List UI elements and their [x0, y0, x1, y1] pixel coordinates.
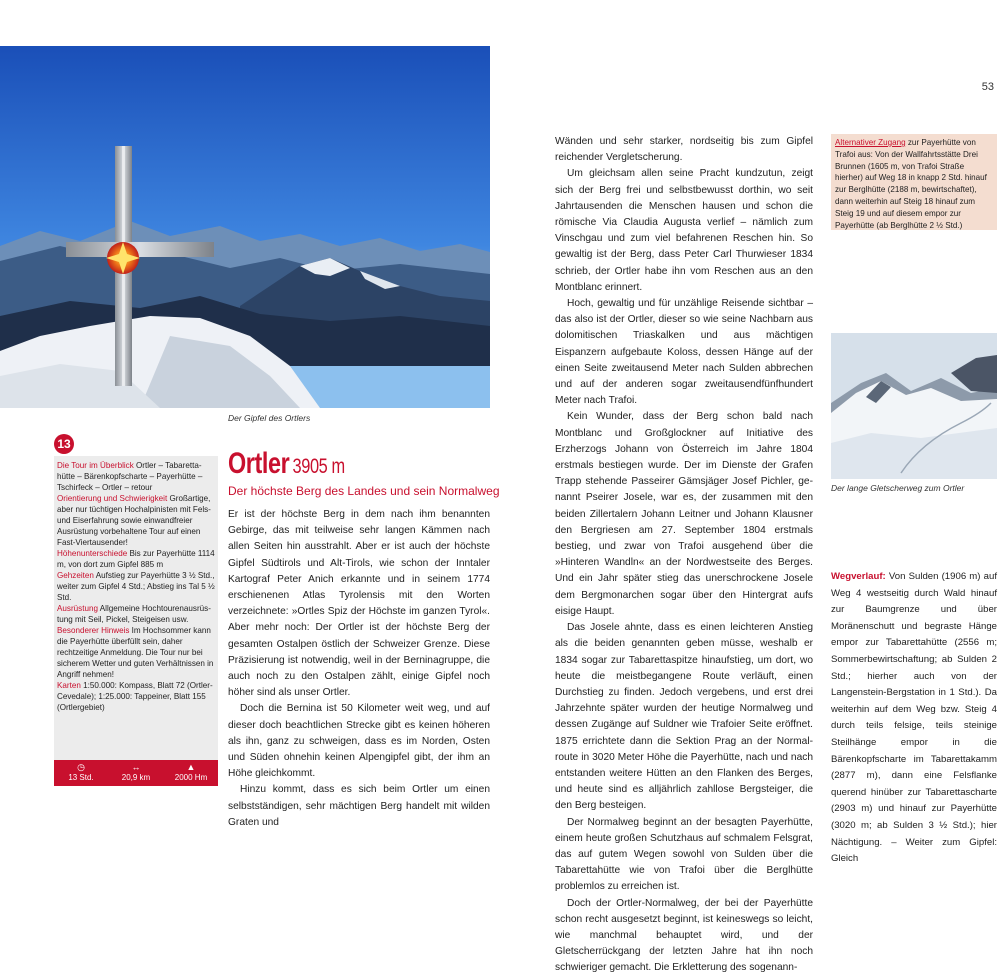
paragraph: Kein Wunder, dass der Berg schon bald nach Montblanc und Großglockner auf Initiative des Erzherzogs Johann von Österreich im Jahre 1804 erstmals bestiegen wurde. Der im Dienste der Grafen Trapp stehende Passeirer Gämsjäger Josef Pichler, genannt Pseirer Josele, war es, der zusammen mit den beiden Zillertalern Johann Leitner und Johann Klausner den Bergriesen am 27. September 1804 erstmals bestieg, und zwar von Trafoi ausgehend über die »Hinteren Wandln« an der Nordwestseite des Berges. Und ein Jahr später stieg das unerschrockene Josele dem Bergmonarchen sogar über den Hintergrat aufs eisige Haupt. — [555, 411, 813, 617]
stat-distance: ↔ 20,9 km — [109, 761, 163, 782]
article-title: Ortler 3905 m — [228, 447, 345, 480]
paragraph: Er ist der höchste Berg in dem nach ihm benannten Gebirge, das mit teilweise sehr langen Kämmen nach allen Seiten hin ausstrahlt. Aber er ist auch der höchste Gipfel Südtirols und Alt-Tirols, wie schon der Inntaler Kartograf Peter Anich erkannte und in seinem 1774 erschienenen Atlas Tyrolensis mit den Worten verzeichnete: »Ortles Spiz der Höchste im ganzen Tyrol«. Aber mehr noch: Der Ortler ist der höchste Berg der gesamten Ostalpen östlich der Schweizer Grenze. Diese Präzisierung ist notwendig, weil in der Berninagruppe, die auch noch zu den Ostalpen zählt, einige Gipfel noch höher sind als unser Ortler. — [228, 509, 490, 699]
paragraph: Wänden und sehr starker, nordseitig bis zum Gipfel reichender Vergletscherung. — [555, 136, 813, 164]
elevation-icon: ▲ — [186, 762, 196, 772]
tour-special-note: Besonderer Hinweis Im Hochsommer kann die Payerhütte überfüllt sein, daher rechtzeitige Anmeldung. Die Tour nur bei sicherem Wetter und guten Verhältnissen in Angriff nehmen! — [57, 626, 214, 679]
tour-maps: Karten 1:50.000: Kompass, Blatt 72 (Ortler-Cevedale); 1:25.000: Tappeiner, Blatt 155 (Ortlergebiet) — [57, 681, 213, 712]
paragraph: Um gleichsam allen seine Pracht kundzutun, zeigt sich der Berg frei und selbstbewusst dorthin, wo seit Jahrtausenden die Menschen hausen und schon die römische Via Claudia Augusta verlief – nämlich zum Vinschgau und zum viel befahrenen Reschen hin. So gewaltig ist der Berg, dass Peter Carl Thurwieser 1834 schrieb, der Ortler habe ihn vom Reschen aus an den Montblanc erinnert. — [555, 168, 813, 293]
distance-icon: ↔ — [131, 762, 141, 772]
tour-number-badge: 13 — [54, 434, 74, 454]
tour-equipment: Ausrüstung Allgemeine Hochtourenausrüstung mit Seil, Pickel, Steigeisen usw. — [57, 604, 211, 624]
paragraph: Das Josele ahnte, dass es einen leichteren Anstieg als die beiden genannten geben müsse, weshalb er 1834 sogar zur Tabarettaspitze hinaufstieg, um dort, wo heute die meistbegangene Route verläuft, einen Durchstieg zu finden. Jedoch vergebens, und erst drei Jahrzehnte später wurden der heutige Normalweg und dessen Zugänge auf Suldner wie Trafoier Seite eröffnet. 1875 errichtete dann die Sektion Prag an der Normalroute in 3020 Meter Höhe die Payerhütte, nach und nach entstanden weitere Hütten an den Flanken des Berges, und heute sind es alljährlich zahllose Bergsteiger, die den Berg besteigen. — [555, 622, 813, 812]
caption-side: Der lange Gletscherweg zum Ortler — [831, 483, 965, 493]
title-altitude: 3905 m — [292, 455, 345, 478]
tour-difficulty: Orientierung und Schwierigkeit Großartige, aber nur tüchtigen Hochalpinisten mit Fels- und Eiserfahrung sowie einwandfreier Ausrüstung vorbehaltene Tour auf einen Fast-Viertausender! — [57, 494, 211, 547]
article-subtitle: Der höchste Berg des Landes und sein Normalweg — [228, 484, 500, 498]
paragraph: Hoch, gewaltig und für unzählige Reisende sichtbar – das also ist der Ortler, dieser so wie seine Nachbarn aus dolomitischen Triaskalken und aus mächtigen Eispanzern aufgebaute Koloss, dessen Hänge auf der einen Seite zweitausend Meter nach Sulden abbrechen und auf der anderen sogar zweitausendfünfhundert Meter nach Trafoi. — [555, 298, 813, 407]
tour-walking-times: Gehzeiten Aufstieg zur Payerhütte 3 ½ Std., weiter zum Gipfel 4 Std.; Abstieg ins Tal 5 ½ Std. — [57, 571, 215, 602]
paragraph: Der Normalweg beginnt an der besagten Payerhütte, einem heute großen Schutzhaus auf schmalem Felsgrat, das auf gutem Wegen sowohl von Sulden über die Tabarettahütte wie von Trafoi über die Berglhütte problemlos zu erreichen ist. — [555, 816, 813, 893]
tour-info-text — [57, 460, 215, 713]
tour-overview: Die Tour im Überblick Ortler – Tabarettahütte – Bärenkopfscharte – Payerhütte – Tschirfeck – Ortler – retour — [57, 461, 203, 492]
paragraph: Doch die Bernina ist 50 Kilometer weit weg, und auf dieser doch beachtlichen Strecke gibt es keinen höheren als ihn, ganz zu schweigen, dass es im Norden, Osten und Süden ohnehin keinen Alpengipfel gibt, der ihm an Höhe gleichkommt. — [228, 703, 490, 780]
paragraph: Doch der Ortler-Normalweg, der bei der Payerhütte schon recht ausgesetzt beginnt, ist keineswegs so leicht, wie manchmal behauptet wird, und der Gletscherrückgang der letzten Jahre hat ihn noch schwieriger gemacht. Die Erkletterung des sogenann- — [555, 897, 813, 974]
page-number: 53 — [981, 81, 994, 93]
body-column-1 — [228, 507, 490, 831]
tour-elevation: Höhenunterschiede Bis zur Payerhütte 1114 m, von dort zum Gipfel 885 m — [57, 549, 215, 569]
stat-duration: ◷ 13 Std. — [54, 761, 108, 782]
paragraph: Wegverlauf: Von Sulden (1906 m) auf Weg 4 westseitig durch Wald hinauf zur Baumgrenze und über Moränenschutt und begraste Hänge empor zur Tabarettahütte (2556 m; Sommerbewirtschaftung; ab Sulden 2 Std.; hierher auch von der Langenstein-Bergstation in 1 Std.). Da weiterhin auf dem Weg bzw. Steig 4 durch teils felsige, teils steinige Steilhänge empor in die Bärenkopfscharte im Tabarettakamm (2877 m), dann eine Felsflanke querend hinüber zur Tabarettascharte (2903 m) und hinauf zur Payerhütte (3020 m; ab Sulden 3 ½ Std.); hier Nächtigung. – Weiter zum Gipfel: Gleich — [831, 571, 997, 865]
tour-stats-bar — [54, 760, 218, 786]
stat-elevation: ▲ 2000 Hm — [164, 761, 218, 782]
body-column-2 — [555, 134, 813, 977]
route-description — [831, 569, 997, 868]
glacier-path-photo — [831, 333, 997, 479]
alternative-access-text: Alternativer Zugang zur Payerhütte von Trafoi aus: Von der Wallfahrtsstätte Drei Brunnen (1605 m, von Trafoi Straße hierher) auf Weg 18 in knapp 2 Std. hinauf zur Berglhütte (2188 m, bewirtschaftet), dann weiterhin auf Steig 18 hinauf zum Steig 19 und auf diesem empor zur Payerhütte (ab Berglhütte 2 ½ Std.) — [835, 138, 987, 230]
clock-icon: ◷ — [77, 762, 85, 772]
caption-main: Der Gipfel des Ortlers — [228, 413, 311, 423]
summit-cross-photo — [0, 46, 490, 408]
paragraph: Hinzu kommt, dass es sich beim Ortler um einen selbstständigen, sehr mächtigen Berg handelt mit wilden Graten und — [228, 784, 490, 828]
